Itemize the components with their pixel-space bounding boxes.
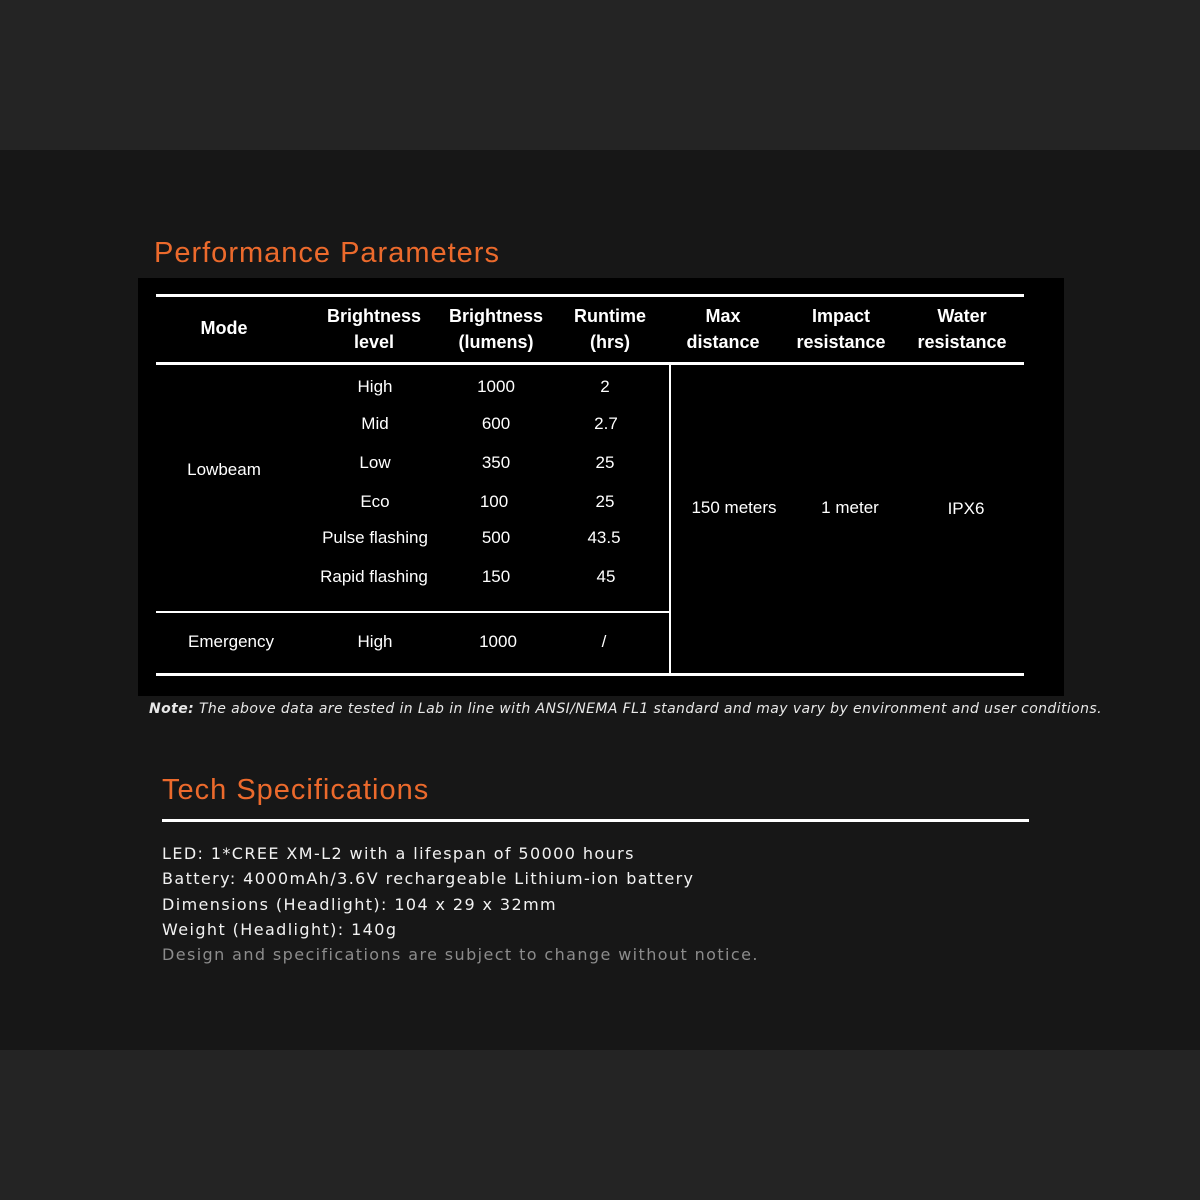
row-mid-level: Mid bbox=[361, 414, 389, 433]
row-eco-level: Eco bbox=[360, 492, 390, 511]
row-rapid-level: Rapid flashing bbox=[320, 567, 428, 586]
row-mid-runtime: 2.7 bbox=[594, 414, 618, 433]
emergency-level: High bbox=[357, 632, 393, 651]
row-rapid-lumens: 150 bbox=[481, 567, 511, 586]
row-pulse-runtime: 43.5 bbox=[587, 528, 621, 547]
row-low-runtime: 25 bbox=[595, 453, 615, 472]
test-note bbox=[149, 701, 1102, 717]
emergency-lumens: 1000 bbox=[479, 632, 517, 651]
mode-emergency: Emergency bbox=[188, 632, 274, 651]
impact-resistance-value: 1 meter bbox=[821, 498, 879, 517]
performance-table bbox=[138, 278, 1064, 696]
spec-list bbox=[162, 841, 759, 967]
spec-led: LED: 1*CREE XM-L2 with a lifespan of 50000 hours bbox=[162, 844, 635, 863]
note-label: Note: bbox=[149, 701, 195, 717]
header-brightness-lumens: Brightness (lumens) bbox=[448, 306, 544, 352]
max-distance-value: 150 meters bbox=[691, 498, 777, 517]
header-water-resistance: Water resistance bbox=[917, 306, 1007, 352]
row-eco-runtime: 25 bbox=[595, 492, 615, 511]
tech-title: Tech Specifications bbox=[162, 774, 430, 806]
header-runtime: Runtime (hrs) bbox=[574, 306, 646, 352]
spec-dimensions: Dimensions (Headlight): 104 x 29 x 32mm bbox=[162, 894, 558, 914]
tech-title-rule bbox=[162, 819, 1029, 822]
header-mode: Mode bbox=[200, 318, 248, 338]
emergency-runtime: / bbox=[601, 632, 607, 651]
row-high-runtime: 2 bbox=[600, 377, 610, 396]
table-emergency-rule bbox=[156, 611, 670, 613]
spec-battery: Battery: 4000mAh/3.6V rechargeable Lithium-ion battery bbox=[162, 869, 695, 889]
spec-weight: Weight (Headlight): 140g bbox=[162, 919, 398, 939]
row-eco-lumens: 100 bbox=[479, 492, 509, 511]
header-max-distance: Max distance bbox=[686, 306, 760, 352]
row-high-lumens: 1000 bbox=[477, 377, 515, 396]
row-high-level: High bbox=[357, 377, 393, 396]
header-impact-resistance: Impact resistance bbox=[796, 306, 886, 352]
table-column-divider bbox=[669, 364, 671, 674]
row-pulse-lumens: 500 bbox=[481, 528, 511, 547]
table-header-rule bbox=[156, 362, 1024, 365]
header-brightness-level: Brightness level bbox=[326, 306, 422, 352]
table-top-rule bbox=[156, 294, 1024, 297]
note-text: The above data are tested in Lab in line with ANSI/NEMA FL1 standard and may vary by environment and user conditions. bbox=[194, 701, 1102, 717]
row-mid-lumens: 600 bbox=[481, 414, 511, 433]
mode-lowbeam: Lowbeam bbox=[187, 460, 261, 479]
row-low-level: Low bbox=[359, 453, 391, 472]
row-rapid-runtime: 45 bbox=[596, 567, 616, 586]
row-low-lumens: 350 bbox=[481, 453, 511, 472]
water-resistance-value: IPX6 bbox=[947, 499, 985, 518]
row-pulse-level: Pulse flashing bbox=[322, 528, 428, 547]
performance-title: Performance Parameters bbox=[154, 237, 500, 269]
table-bottom-rule bbox=[156, 673, 1024, 676]
spec-disclaimer: Design and specifications are subject to change without notice. bbox=[162, 945, 759, 965]
